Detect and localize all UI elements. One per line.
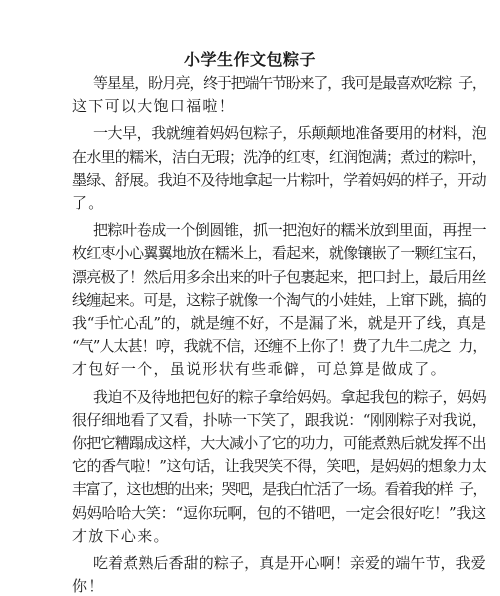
text-line: 才放下心来。	[72, 526, 170, 545]
text-line: 丰富了，这也想的出来；哭吧，是我白忙活了一场。看着我的样 子，	[72, 480, 487, 499]
text-line: 妈妈哈哈大笑：“逗你玩啊，包的不错吧，一定会很好吃！”我这	[72, 503, 486, 522]
text-line: 才包好一个，虽说形状有些乖僻，可总算是做成了。	[72, 360, 447, 379]
document-title: 小学生作文包粽子	[183, 50, 316, 69]
text-line: 它的香气啦！”这句话，让我哭笑不得，笑吧，是妈妈的想象力太	[72, 457, 487, 476]
text-line: 枚红枣小心翼翼地放在糯米上，看起来，就像镶嵌了一颗红宝石，	[72, 244, 486, 263]
text-line: “气”人太甚！哼，我就不信，还缠不上你了！费了九牛二虎之 力，	[72, 337, 487, 356]
text-line: 把粽叶卷成一个倒圆锥，抓一把泡好的糯米放到里面，再捏一	[93, 221, 487, 240]
text-line: 这下可以大饱口福啦！	[72, 97, 236, 116]
text-line: 等星星，盼月亮，终于把端午节盼来了，我可是最喜欢吃粽 子，	[93, 74, 486, 92]
text-line: 在水里的糯米，洁白无瑕；洗净的红枣，红润饱满；煮过的粽叶，	[72, 147, 486, 166]
text-line: 你！	[72, 577, 105, 596]
text-line: 吃着煮熟后香甜的粽子，真是开心啊！亲爱的端午节，我爱	[93, 554, 486, 572]
text-line: 一大早，我就缠着妈妈包粽子，乐颠颠地准备要用的材料，泡	[93, 124, 487, 143]
text-line: 很仔细地看了又看，扑哧一下笑了，跟我说：“刚刚粽子对我说，	[72, 410, 487, 429]
text-line: 了。	[72, 194, 105, 212]
text-line: 我迫不及待地把包好的粽子拿给妈妈。拿起我包的粽子，妈妈	[93, 387, 487, 406]
text-line: 我“手忙心乱”的，就是缠不好，不是漏了米，就是开了线，真是	[72, 314, 486, 332]
text-line: 漂亮极了！然后用多余出来的叶子包裹起来，把口封上，最后用丝	[72, 267, 486, 286]
text-line: 线缠起来。可是，这粽子就像一个淘气的小娃娃，上窜下跳，搞的	[72, 290, 486, 309]
text-line: 你把它糟蹋成这样，大大减小了它的功力，可能煮熟后就发挥不出	[72, 434, 486, 452]
text-line: 墨绿、舒展。我迫不及待地拿起一片粽叶，学着妈妈的样子，开动	[72, 170, 486, 189]
